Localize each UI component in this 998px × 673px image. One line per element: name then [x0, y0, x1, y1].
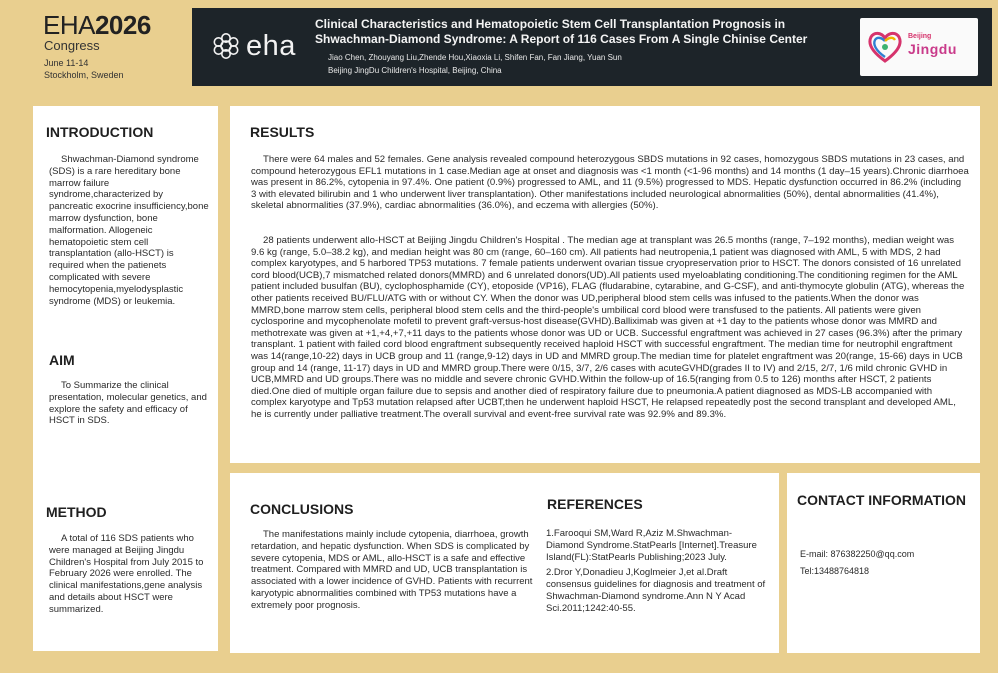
poster-affiliation: Beijing JingDu Children's Hospital, Beijing, China [328, 66, 502, 75]
conclusions-text: The manifestations mainly include cytopenia, diarrhoea, growth retardation, and hepatic dysfunction. When SDS is complicated by severe cytopenia, MDS or AML, allo-HSCT is a safe and effective treatment. Compared with MMRD and UD, UCB transplantation is associated with a lower incidence of GVHD. Patients with recurrent karyotypic abnormalities combined with TP53 mutations have a extremely poor prognosis. [251, 529, 533, 611]
heart-logo-icon [865, 27, 905, 67]
eha-logo [210, 30, 310, 62]
references-list [546, 528, 768, 619]
congress-dates [44, 57, 124, 81]
contact-heading: CONTACT INFORMATION [797, 492, 967, 508]
contact-panel [787, 473, 980, 653]
results-paragraph-2: 28 patients underwent allo-HSCT at Beijing Jingdu Children's Hospital . The median age at transplant was 26.5 months (range, 7–192 months), median weight was 9.6 kg (range, 5.0–38.2 kg), and median height was 80 cm (range, 60–160 cm). All patients had neutropenia,1 patient was diagnosed with AML, 5 with MDS, 2 had complex karyotypes, and 5 harbored TP53 mutations. 7 female patients underwent ovarian tissue cryopreservation prior to HSCT. The donors consisted of 16 unrelated cord blood(UCB),7 mismatched related donors(MMRD) and 6 unrelated donors(UD).All patients used myeloablating conditioning.The conditioning regimen for the AML patient included busulfan (BU), cyclophosphamide (CY), etoposide (VP16), FLAG (fludarabine, cytarabine, and G-CSF), and anti-thymocyte globulin (ATG), whereas the other patients received BU/FLU/ATG with or without CY. When the donor was UD,peripheral blood stem cells was infused to the patients.When the donor was MMRD,bone marrow stem cells, peripheral blood stem cells and the third-people's umbilical cord blood were transfused to the patients. All patients were given cyclosporine and mycophenolate mofetil to prevent graft-versus-host disease(GVHD).Balliximab was given at +1 day to the patients whose donor was MMRD and methotrexate was given at +1,+4,+7,+11 days to the patients whose donor was UD or UCB. Successful engraftment was achieved in 27 cases (96.3%) after the primary transplant. 1 patient with failed cord blood engraftment subsequently received haploid HSCT with successful engraftment. The median time for neutrophil engraftment was 14(range,10-22) days in UCB group and 11 (range,9-12) days in UD and MMRD group.The median time for platelet engraftment was 20(range, 15-66) days in UCB group and 14 (range, 11-17) days in UD and MMRD group.There were 0/15, 3/7, 2/6 cases with acuteGVHD(grades II to IV) and 2/15, 2/7, 1/6 mild chronic GVHD in UCB,MMRD and UD groups.There was no middle and severe chronic GVHD.Within the follow-up of 16.5(ranging from 0.5 to 126) months after HSCT, 2 patients died.One died of multiple organ failure due to sepsis and another died of respiratory failure due to pneumonia.A patient diagnosed as MDS-LB accompanied with complex karyotype and Tp53 mutation relapsed after UCBT,then he underwent haploid HSCT, He relapsed repeatedly post the second transplant and developed AML, he is currently under palliative treatment.The overall survival and event-free survival rate was 92.9% and 89.3%. [251, 235, 965, 420]
contact-details [800, 546, 914, 580]
method-heading: METHOD [46, 504, 107, 520]
hospital-logo [860, 18, 978, 76]
reference-item: 1.Farooqui SM,Ward R,Aziz M.Shwachman-Diamond Syndrome.StatPearls [Internet].Treasure Island(FL):StatPearls Publishing;2023 July. [546, 528, 757, 563]
introduction-heading: INTRODUCTION [46, 124, 154, 140]
congress-place: Stockholm, Sweden [44, 70, 124, 80]
method-text: A total of 116 SDS patients who were managed at Beijing Jingdu Children's Hospital from July 2015 to February 2026 were enrolled. The clinical manifestations,gene analysis and details about HSCT were summarized. [49, 533, 204, 615]
eha-logo-word: eha [246, 30, 296, 62]
contact-tel[interactable]: Tel:13488764818 [800, 566, 870, 576]
hospital-logo-city: Beijing [908, 33, 932, 40]
conclusions-heading: CONCLUSIONS [250, 501, 354, 517]
eha-mark-icon [210, 30, 242, 62]
reference-item: 2.Dror Y,Donadieu J,Koglmeier J,et al.Draft consensus guidelines for diagnosis and treatment of Shwachman-Diamond syndrome.Ann N Y Acad Sci.2011;1242:40-55. [546, 567, 766, 614]
contact-email[interactable]: E-mail: 876382250@qq.com [800, 549, 915, 559]
poster-header [192, 8, 992, 86]
poster-authors: Jiao Chen, Zhouyang Liu,Zhende Hou,Xiaoxia Li, Shifen Fan, Fan Jiang, Yuan Sun [328, 53, 622, 62]
hospital-logo-name: Jingdu [908, 41, 957, 57]
aim-text: To Summarize the clinical presentation, molecular genetics, and explore the safety and efficacy of HSCT in SDS. [49, 380, 207, 427]
results-heading: RESULTS [250, 124, 315, 140]
congress-date: June 11-14 [44, 58, 89, 68]
conclusions-panel [230, 473, 779, 653]
congress-word: Congress [44, 38, 100, 53]
left-column-panel [33, 106, 218, 651]
results-panel [230, 106, 980, 463]
congress-block [0, 0, 192, 93]
results-paragraph-1: There were 64 males and 52 females. Gene analysis revealed compound heterozygous SBDS mutations in 92 cases, homozygous SBDS mutations in 23 cases, and compound heterozygous EFL1 mutations in 1 case.Median age at onset and diagnosis was <1 month (<1-96 months) and 14 months (1 day–15 years).Chronic diarrhoea was present in 86.2%, cytopenia in 97.4%. One patient (0.9%) progressed to AML, and 11 (9.5%) progressed to MDS. Hepatic dysfunction occurred in 86.2% (including 3 with elevated bilirubin and 1 who underwent liver transplantation). Other manifestations included neurological abnormalities (50%), dental abnormalities (41.4%), skeletal abnormalities (37.9%), cardiac abnormalities (36.0%), and eczema with allergies (50%). [251, 154, 969, 212]
aim-heading: AIM [49, 352, 75, 368]
introduction-text: Shwachman-Diamond syndrome (SDS) is a rare hereditary bone marrow failure syndrome,characterized by pancreatic exocrine insufficiency,bone marrow dysfunction, bone malformation. Allogeneic hematopoietic stem cell transplantation (allo-HSCT) is required when the patienets complicated with severe hemocytopenia,myelodysplastic syndrome (MDS) or leukemia. [49, 154, 209, 307]
poster-title: Clinical Characteristics and Hematopoietic Stem Cell Transplantation Prognosis in Shwachman-Diamond Syndrome: A Report of 116 Cases From A Single Chinise Center [315, 17, 808, 46]
congress-brand: EHA2026 [43, 10, 151, 40]
references-heading: REFERENCES [547, 496, 643, 512]
